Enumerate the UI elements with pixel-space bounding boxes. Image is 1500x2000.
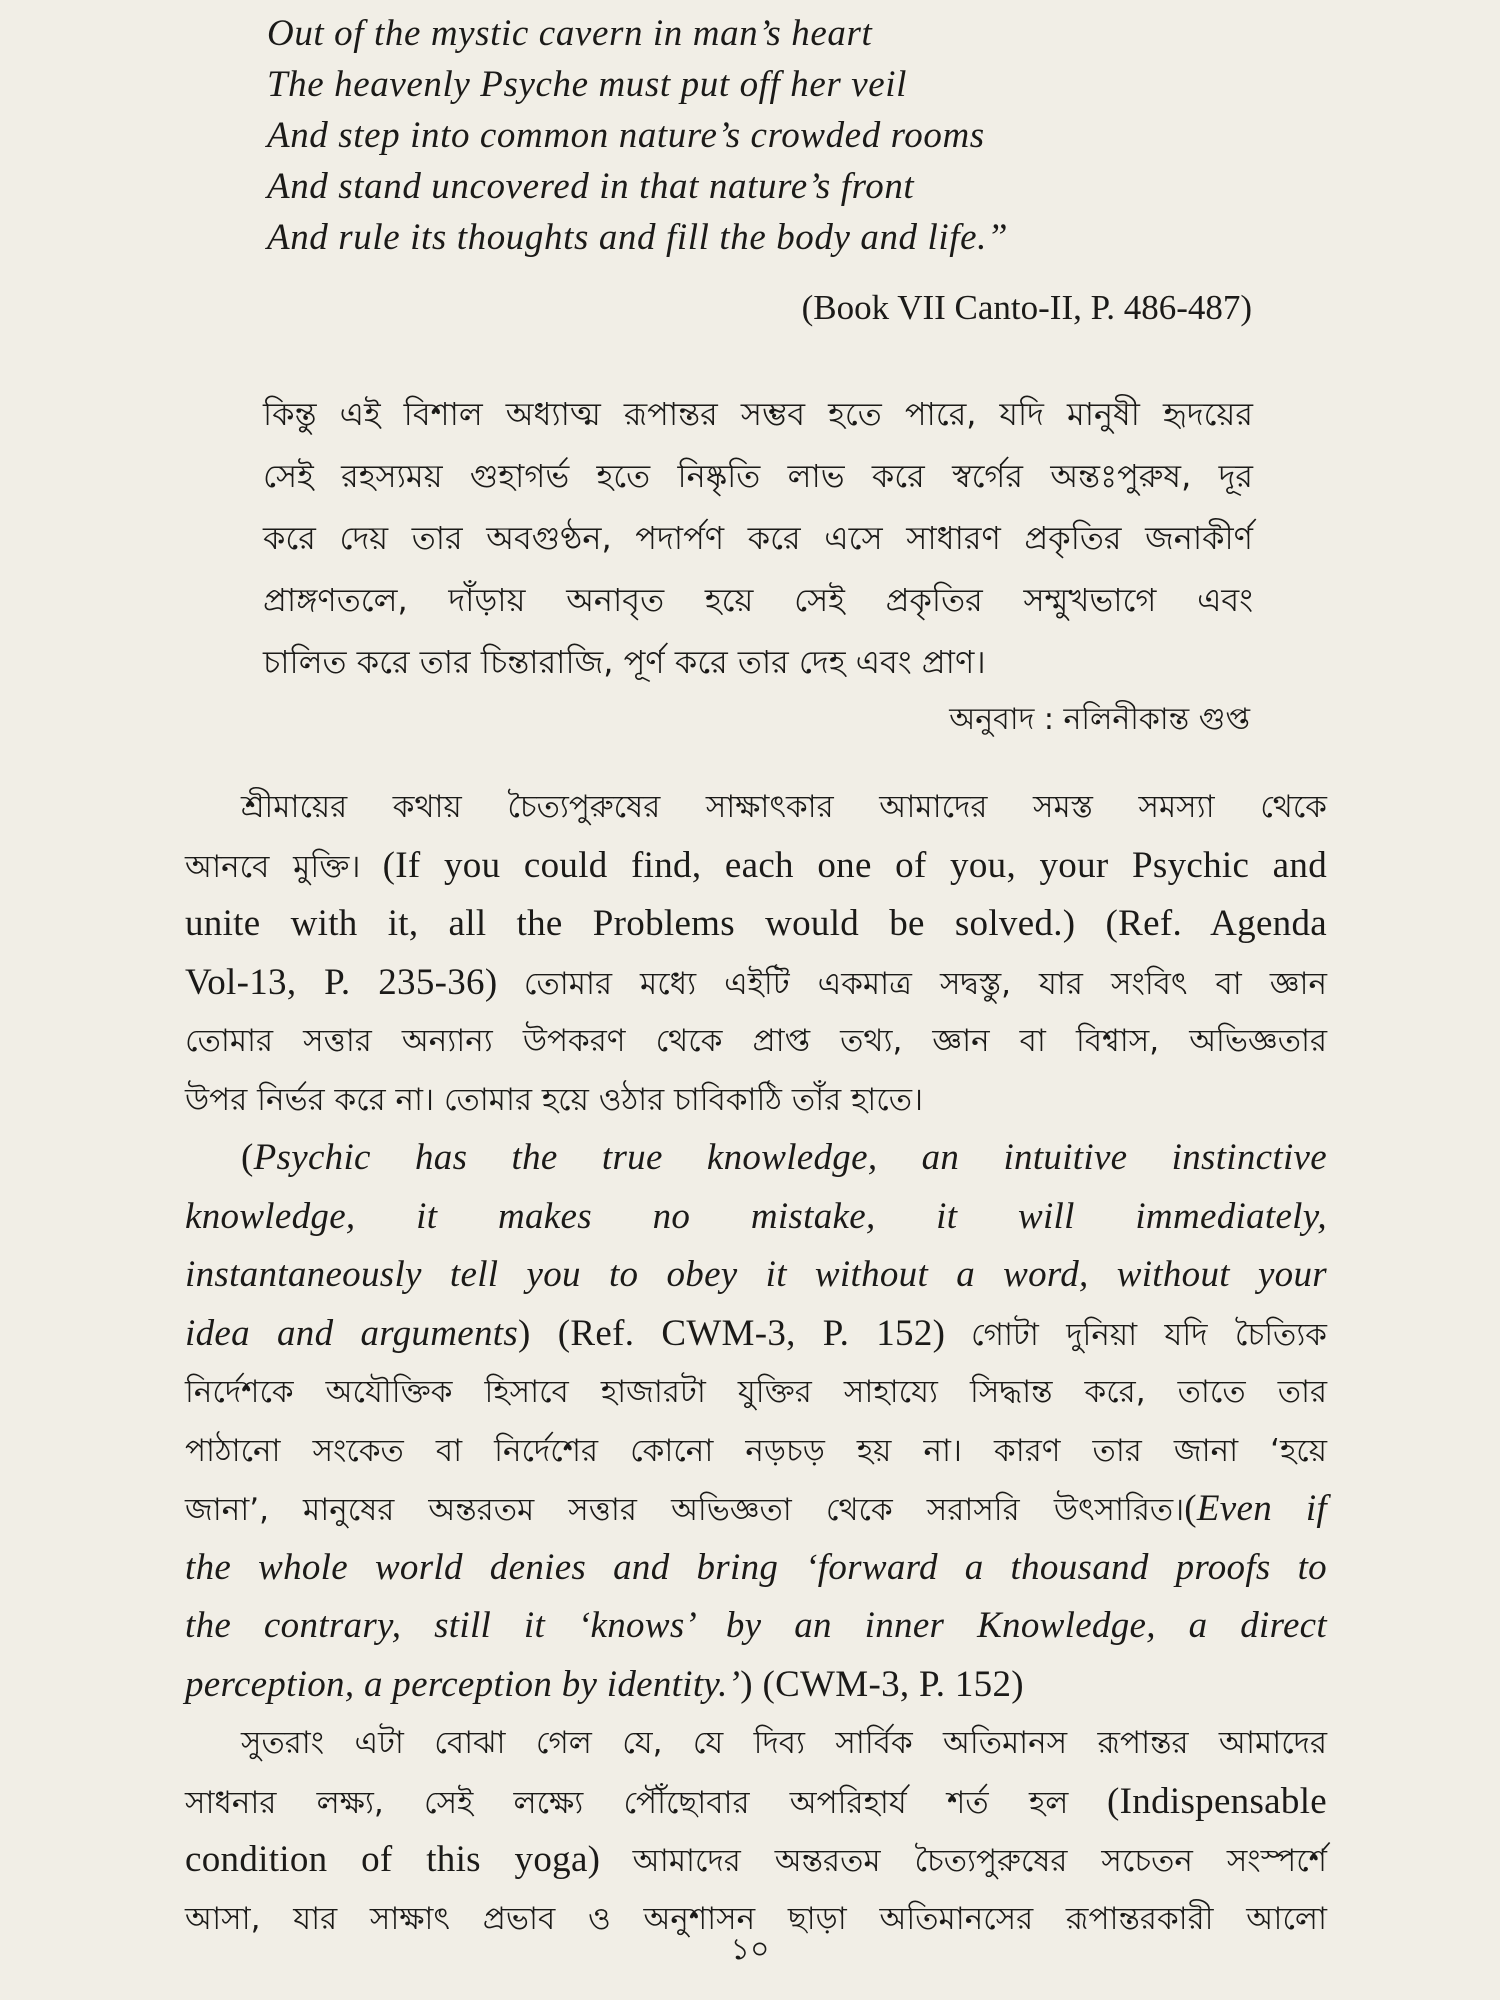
paragraph-line [185,954,1327,1013]
english-quote: Even if [1196,1488,1327,1529]
english-quote: idea and arguments [185,1312,519,1354]
bengali-text: গোটা দুনিয়া যদি চৈত্যিক [971,1316,1327,1353]
paragraph-line [185,1129,1327,1188]
english-text: (Indispensable [1107,1780,1327,1822]
paragraph-line: আসা, যার সাক্ষাৎ প্রভাব ও অনুশাসন ছাড়া অতিমানসের রূপান্তরকারী আলো [185,1900,1327,1937]
bengali-text: জানা’, মানুষের অন্তরতম সত্তার অভিজ্ঞতা থেকে সরাসরি উৎসারিত। [185,1492,1185,1528]
paragraph-line: the contrary, still it ‘knows’ by an inner Knowledge, a direct [185,1605,1327,1646]
english-text: Vol-13, P. 235-36) [185,961,498,1003]
paragraph-line [185,837,1327,896]
bengali-translation [263,383,1253,693]
paragraph-line: শ্রীমায়ের কথায় চৈত্যপুরুষের সাক্ষাৎকার আমাদের সমস্ত সমস্যা থেকে [241,789,1327,825]
translation-line: প্রাঙ্গণতলে, দাঁড়ায় অনাবৃত হয়ে সেই প্রকৃতির সম্মুখভাগে এবং [263,581,1253,619]
paragraph-line: তোমার সত্তার অন্যান্য উপকরণ থেকে প্রাপ্ত তথ্য, জ্ঞান বা বিশ্বাস, অভিজ্ঞতার [185,1023,1327,1059]
poem-quote [267,8,1267,263]
translator-credit: অনুবাদ : নলিনীকান্ত গুপ্ত [949,702,1250,737]
translation-line: সেই রহস্যময় গুহাগর্ভ হতে নিষ্কৃতি লাভ করে স্বর্গের অন্তঃপুরুষ, দূর [263,457,1253,495]
reference: ) (CWM-3, P. 152) [740,1663,1024,1705]
poem-line: And rule its thoughts and fill the body and life.” [267,217,1009,258]
bengali-text: সাধনার লক্ষ্য, সেই লক্ষ্যে পৌঁছোবার অপরিহার্য শর্ত হল [185,1784,1069,1821]
paragraph-line: পাঠানো সংকেত বা নির্দেশের কোনো নড়চড় হয় না। কারণ তার জানা ‘হয়ে [185,1432,1327,1469]
open-paren: ( [1184,1488,1197,1529]
paragraph-line: উপর নির্ভর করে না। তোমার হয়ে ওঠার চাবিকাঠি তাঁর হাতে। [185,1081,924,1118]
body-text [185,778,1327,1948]
paragraph-line [185,1305,1327,1364]
paragraph-line [185,1773,1327,1832]
english-text: (If you could find, each one of you, your Psychic and [382,844,1327,886]
translation-line: চালিত করে তার চিন্তারাজি, পূর্ণ করে তার দেহ এবং প্রাণ। [263,643,986,681]
english-quote: perception, a perception by identity.’ [185,1663,741,1705]
poem-line: And step into common nature’s crowded rooms [267,115,985,156]
paragraph-line: নির্দেশকে অযৌক্তিক হিসাবে হাজারটা যুক্তির সাহায্যে সিদ্ধান্ত করে, তাতে তার [185,1374,1327,1410]
paragraph-line: সুতরাং এটা বোঝা গেল যে, যে দিব্য সার্বিক অতিমানস রূপান্তর আমাদের [241,1725,1327,1761]
poem-citation: (Book VII Canto-II, P. 486-487) [801,288,1252,327]
poem-line: And stand uncovered in that nature’s front [267,166,915,207]
translation-line: কিন্তু এই বিশাল অধ্যাত্ম রূপান্তর সম্ভব হতে পারে, যদি মানুষী হৃদয়ের [263,395,1253,433]
paragraph-line: knowledge, it makes no mistake, it will immediately, [185,1195,1327,1237]
paragraph-line: the whole world denies and bring ‘forward a thousand proofs to [185,1546,1327,1588]
english-text: condition of this yoga) [185,1839,601,1880]
bengali-text: আমাদের অন্তরতম চৈত্যপুরুষের সচেতন সংস্পর্শে [632,1843,1328,1879]
bengali-text: আনবে মুক্তি। [185,848,361,885]
translation-line: করে দেয় তার অবগুণ্ঠন, পদার্পণ করে এসে সাধারণ প্রকৃতির জনাকীর্ণ [263,519,1253,557]
poem-line: Out of the mystic cavern in man’s heart [267,13,873,54]
poem-line: The heavenly Psyche must put off her veil [267,64,908,105]
bengali-text: তোমার মধ্যে এইটি একমাত্র সদ্বস্তু, যার সংবিৎ বা জ্ঞান [523,965,1328,1002]
paragraph-line [185,1831,1327,1890]
open-paren: ( [241,1137,254,1178]
reference: ) (Ref. CWM-3, P. 152) [518,1312,946,1354]
paragraph-line [185,1656,1327,1715]
english-quote: Psychic has the true knowledge, an intuitive instinctive [253,1137,1327,1178]
paragraph-line: instantaneously tell you to obey it without a word, without your [185,1254,1327,1295]
paragraph-line [185,1480,1327,1539]
paragraph-line: unite with it, all the Problems would be solved.) (Ref. Agenda [185,903,1327,944]
page-number: ১০ [730,1932,770,1967]
